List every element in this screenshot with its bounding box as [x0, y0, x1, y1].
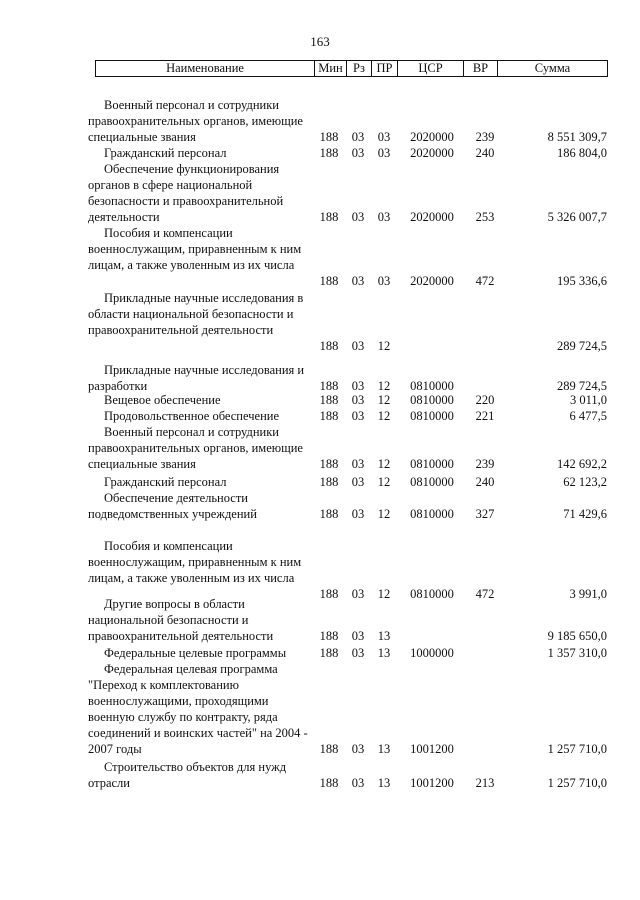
cell-vr: 220 [475, 393, 495, 407]
cell-sum: 3 991,0 [569, 587, 607, 601]
cell-csr: 0810000 [410, 507, 454, 521]
cell-vr: 240 [475, 475, 495, 489]
table-row [0, 596, 640, 644]
cell-sum: 186 804,0 [557, 146, 607, 160]
table-row [0, 474, 640, 490]
table-row [0, 490, 640, 522]
cell-vr: 213 [475, 776, 495, 790]
cell-sum: 8 551 309,7 [547, 130, 607, 144]
cell-min: 188 [319, 393, 339, 407]
table-row [0, 225, 640, 289]
column-header-vr: ВР [463, 61, 497, 76]
cell-vr: 253 [475, 210, 495, 224]
table-row [0, 145, 640, 161]
table-row [0, 97, 640, 145]
cell-rz: 03 [351, 130, 365, 144]
cell-sum: 1 357 310,0 [547, 646, 607, 660]
row-name: Другие вопросы в области национальной безопасности и правоохранительной деятельности [88, 597, 274, 643]
cell-min: 188 [319, 339, 339, 353]
cell-csr: 1000000 [410, 646, 454, 660]
cell-min: 188 [319, 587, 339, 601]
cell-vr: 472 [475, 587, 495, 601]
cell-csr: 2020000 [410, 210, 454, 224]
cell-pr: 12 [377, 457, 391, 471]
cell-pr: 13 [377, 629, 391, 643]
cell-csr: 0810000 [410, 409, 454, 423]
cell-pr: 03 [377, 146, 391, 160]
cell-sum: 62 123,2 [563, 475, 607, 489]
cell-sum: 1 257 710,0 [547, 776, 607, 790]
cell-rz: 03 [351, 776, 365, 790]
column-header-sum: Сумма [497, 61, 607, 76]
column-header-name: Наименование [166, 61, 244, 75]
cell-sum: 142 692,2 [557, 457, 607, 471]
table-row [0, 661, 640, 757]
row-name: Военный персонал и сотрудники правоохранительных органов, имеющие специальные звания [88, 98, 303, 144]
cell-csr: 0810000 [410, 457, 454, 471]
cell-rz: 03 [351, 742, 365, 756]
row-name: Гражданский персонал [104, 146, 227, 160]
table-row [0, 290, 640, 354]
cell-rz: 03 [351, 146, 365, 160]
row-name: Пособия и компенсации военнослужащим, приравненным к ним лицам, а также уволенным из их числа [88, 539, 302, 585]
cell-vr: 327 [475, 507, 495, 521]
cell-min: 188 [319, 274, 339, 288]
column-header-rz: Рз [346, 61, 371, 76]
cell-pr: 13 [377, 742, 391, 756]
table-row [0, 759, 640, 791]
table-row [0, 392, 640, 408]
row-name: Строительство объектов для нужд отрасли [88, 760, 287, 790]
table-row [0, 362, 640, 394]
cell-min: 188 [319, 475, 339, 489]
column-header-pr: ПР [371, 61, 397, 76]
cell-min: 188 [319, 507, 339, 521]
cell-pr: 03 [377, 274, 391, 288]
cell-sum: 9 185 650,0 [547, 629, 607, 643]
cell-pr: 12 [377, 587, 391, 601]
table-row [0, 538, 640, 602]
cell-rz: 03 [351, 587, 365, 601]
cell-pr: 12 [377, 507, 391, 521]
cell-csr: 0810000 [410, 587, 454, 601]
cell-min: 188 [319, 457, 339, 471]
page-number: 163 [310, 34, 330, 49]
cell-vr: 239 [475, 130, 495, 144]
cell-vr: 239 [475, 457, 495, 471]
cell-pr: 12 [377, 379, 391, 393]
cell-rz: 03 [351, 210, 365, 224]
row-name: Прикладные научные исследования и разработки [88, 363, 305, 393]
cell-sum: 195 336,6 [557, 274, 607, 288]
row-name: Федеральная целевая программа "Переход к комплектованию военнослужащими, проходящими военную службу по контракту, ряда соединений и воинских частей" на 2004 - 2007 годы [88, 662, 308, 756]
row-name: Гражданский персонал [104, 475, 227, 489]
cell-rz: 03 [351, 393, 365, 407]
cell-rz: 03 [351, 339, 365, 353]
cell-min: 188 [319, 379, 339, 393]
cell-sum: 71 429,6 [563, 507, 607, 521]
cell-csr: 2020000 [410, 274, 454, 288]
cell-min: 188 [319, 742, 339, 756]
cell-min: 188 [319, 146, 339, 160]
row-name: Вещевое обеспечение [104, 393, 221, 407]
cell-min: 188 [319, 776, 339, 790]
cell-min: 188 [319, 130, 339, 144]
cell-min: 188 [319, 646, 339, 660]
table-row [0, 645, 640, 661]
cell-rz: 03 [351, 457, 365, 471]
cell-sum: 5 326 007,7 [547, 210, 607, 224]
cell-pr: 12 [377, 339, 391, 353]
cell-csr: 1001200 [410, 742, 454, 756]
cell-csr: 2020000 [410, 130, 454, 144]
cell-rz: 03 [351, 646, 365, 660]
row-name: Обеспечение деятельности подведомственных учреждений [88, 491, 257, 521]
cell-csr: 0810000 [410, 393, 454, 407]
cell-pr: 12 [377, 475, 391, 489]
cell-min: 188 [319, 409, 339, 423]
cell-rz: 03 [351, 475, 365, 489]
table-row [0, 424, 640, 472]
row-name: Пособия и компенсации военнослужащим, приравненным к ним лицам, а также уволенным из их числа [88, 226, 302, 272]
cell-sum: 289 724,5 [557, 379, 607, 393]
cell-sum: 6 477,5 [569, 409, 607, 423]
cell-min: 188 [319, 629, 339, 643]
table-header [95, 60, 608, 77]
row-name: Обеспечение функционирования органов в сфере национальной безопасности и правоохранительной деятельности [88, 162, 284, 224]
column-header-csr: ЦСР [397, 61, 463, 76]
row-name: Федеральные целевые программы [104, 646, 287, 660]
cell-vr: 472 [475, 274, 495, 288]
cell-pr: 13 [377, 646, 391, 660]
table-row [0, 408, 640, 424]
cell-rz: 03 [351, 409, 365, 423]
cell-vr: 221 [475, 409, 495, 423]
cell-csr: 2020000 [410, 146, 454, 160]
row-name: Прикладные научные исследования в области национальной безопасности и правоохранительной деятельности [88, 291, 304, 337]
cell-csr: 1001200 [410, 776, 454, 790]
cell-sum: 289 724,5 [557, 339, 607, 353]
table-row [0, 161, 640, 225]
cell-min: 188 [319, 210, 339, 224]
row-name: Продовольственное обеспечение [104, 409, 279, 423]
cell-pr: 13 [377, 776, 391, 790]
cell-csr: 0810000 [410, 475, 454, 489]
cell-rz: 03 [351, 629, 365, 643]
cell-pr: 03 [377, 210, 391, 224]
cell-csr: 0810000 [410, 379, 454, 393]
cell-sum: 3 011,0 [569, 393, 607, 407]
cell-rz: 03 [351, 507, 365, 521]
cell-rz: 03 [351, 274, 365, 288]
column-header-min: Мин [314, 61, 346, 76]
cell-vr: 240 [475, 146, 495, 160]
row-name: Военный персонал и сотрудники правоохранительных органов, имеющие специальные звания [88, 425, 303, 471]
cell-pr: 12 [377, 393, 391, 407]
cell-sum: 1 257 710,0 [547, 742, 607, 756]
cell-pr: 12 [377, 409, 391, 423]
cell-rz: 03 [351, 379, 365, 393]
cell-pr: 03 [377, 130, 391, 144]
